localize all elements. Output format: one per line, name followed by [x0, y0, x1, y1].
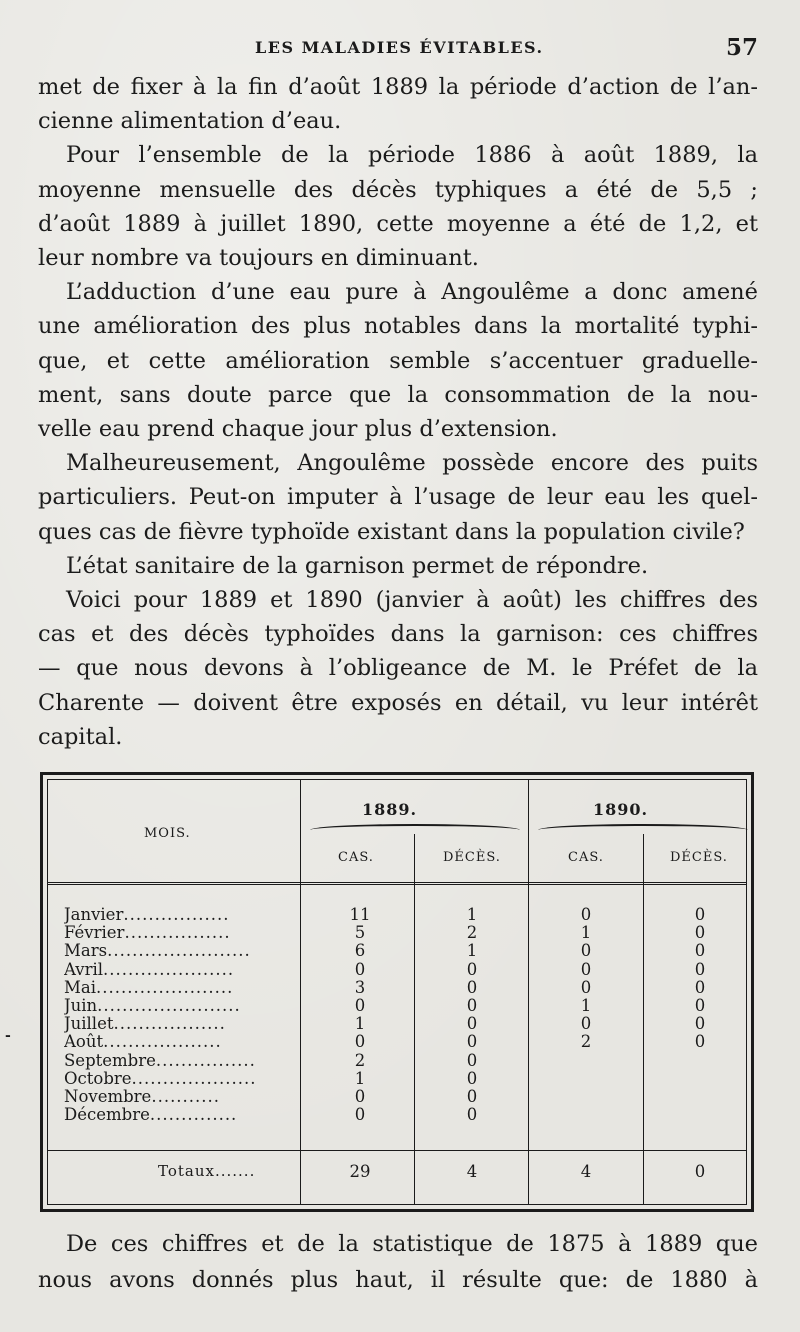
text-line: particuliers. Peut-on imputer à l’usage de leur eau les quel- [38, 484, 758, 511]
leader-dots: ................ [155, 1051, 256, 1070]
text-line: moyenne mensuelle des décès typhiques a été de 5,5 ; [38, 176, 758, 203]
leader-dots: .................... [131, 1069, 257, 1088]
column-divider [643, 834, 644, 1204]
leader-dots: .................. [113, 1015, 226, 1034]
month-name: Juillet [64, 1015, 114, 1034]
table-cell: 0 [466, 959, 478, 979]
leader-dots: ........... [151, 1087, 221, 1106]
text-line: nous avons donnés plus haut, il résulte que: de 1880 à [38, 1267, 758, 1293]
leader-dots: ................. [124, 924, 231, 943]
month-row [64, 906, 304, 924]
month-row [64, 924, 304, 942]
month-name: Janvier [64, 906, 124, 924]
table-cell: 0 [694, 959, 706, 979]
table-cell: 0 [694, 995, 706, 1015]
text-line: une amélioration des plus notables dans la mortalité typhi- [38, 313, 758, 340]
deces-1890-header: DÉCÈS. [670, 850, 728, 865]
table-cell: 0 [354, 1105, 366, 1125]
months-header: MOIS. [144, 826, 191, 841]
month-row [64, 1088, 304, 1106]
year-brace [538, 824, 748, 836]
table-cell: 2 [580, 1032, 592, 1052]
month-row [64, 1033, 304, 1051]
text-line: De ces chiffres et de la statistique de 1875 à 1889 que [66, 1231, 758, 1257]
table-cell: 1 [580, 923, 592, 943]
table-cell: 0 [694, 905, 706, 924]
year-brace [310, 824, 520, 836]
total-deces-1890: 0 [694, 1162, 706, 1181]
table-cell: 0 [580, 959, 592, 979]
leader-dots: .............. [149, 1106, 238, 1125]
text-line: L’adduction d’une eau pure à Angoulême a donc amené [66, 279, 758, 306]
text-line: Pour l’ensemble de la période 1886 à août 1889, la [66, 142, 758, 169]
table-cell: 0 [580, 977, 592, 997]
column-divider [414, 834, 415, 1204]
month-row [64, 1070, 304, 1088]
running-title: LES MALADIES ÉVITABLES. [255, 38, 544, 57]
month-name: Septembre [64, 1051, 156, 1070]
table-cell: 0 [580, 941, 592, 961]
month-name: Novembre [64, 1087, 152, 1106]
table-cell: 1 [354, 1014, 366, 1034]
table-cell: 3 [354, 977, 366, 997]
table-cell: 0 [694, 923, 706, 943]
month-row [64, 1015, 304, 1033]
leader-dots: ....... [214, 1162, 256, 1180]
cas-1890-column [566, 906, 606, 1052]
text-line: Malheureusement, Angoulême possède encore des puits [66, 450, 758, 477]
leader-dots: ................... [103, 1033, 222, 1052]
running-head [0, 34, 800, 64]
garrison-table [40, 772, 754, 1212]
month-row [64, 997, 304, 1015]
table-cell: 0 [694, 1032, 706, 1052]
month-row [64, 942, 304, 960]
deces-1889-header: DÉCÈS. [443, 850, 501, 865]
table-cell: 0 [466, 1105, 478, 1125]
total-cas-1889: 29 [349, 1162, 371, 1181]
month-row [64, 961, 304, 979]
cas-1889-column [340, 906, 380, 1124]
table-cell: 1 [466, 941, 478, 961]
text-line: cas et des décès typhoïdes dans la garnison: ces chiffres [38, 621, 758, 648]
leader-dots: ....................... [107, 942, 251, 961]
table-cell: 0 [354, 1086, 366, 1106]
table-cell: 0 [466, 1050, 478, 1070]
table-cell: 0 [354, 959, 366, 979]
table-cell: 0 [466, 1032, 478, 1052]
text-line: — que nous devons à l’obligeance de M. le Préfet de la [38, 655, 758, 682]
table-cell: 1 [580, 995, 592, 1015]
table-cell: 0 [466, 977, 478, 997]
table-cell: 2 [354, 1050, 366, 1070]
body-text-continued [38, 1226, 758, 1298]
table-cell: 1 [354, 1068, 366, 1088]
table-cell: 0 [354, 995, 366, 1015]
text-line: que, et cette amélioration semble s’accentuer graduelle- [38, 347, 758, 374]
text-line: met de fixer à la fin d’août 1889 la période d’action de l’an- [38, 74, 758, 100]
table-cell: 0 [354, 1032, 366, 1052]
text-line: L’état sanitaire de la garnison permet de répondre. [66, 552, 649, 579]
column-divider [528, 780, 529, 1204]
header-rule [48, 882, 746, 885]
month-name: Août [64, 1033, 104, 1052]
table-cell: 0 [466, 1086, 478, 1106]
text-line: leur nombre va toujours en diminuant. [38, 245, 479, 272]
table-cell: 0 [694, 1014, 706, 1034]
leader-dots: ..................... [103, 960, 235, 979]
table-cell: 0 [694, 941, 706, 961]
month-row [64, 1052, 304, 1070]
page-number: 57 [725, 34, 758, 61]
year-1889-header: 1889. [362, 800, 418, 819]
table-cell: 0 [580, 1014, 592, 1034]
table-cell: 6 [354, 941, 366, 961]
text-line: Charente — doivent être exposés en détail, vu leur intérêt [38, 689, 758, 716]
deces-1889-column [452, 906, 492, 1124]
month-name: Février [64, 924, 125, 943]
cas-1890-header: CAS. [568, 850, 604, 865]
text-line: ment, sans doute parce que la consommation de la nou- [38, 381, 758, 408]
table-cell: 11 [349, 905, 371, 924]
leader-dots: ................. [123, 906, 230, 924]
month-name: Mai [64, 978, 97, 997]
deces-1890-column [680, 906, 720, 1052]
month-name: Avril [64, 960, 104, 979]
table-inner-frame [47, 779, 747, 1205]
totals-rule [48, 1150, 746, 1151]
text-line: cienne alimentation d’eau. [38, 108, 342, 135]
totals-row [48, 1162, 746, 1188]
table-cell: 0 [466, 1068, 478, 1088]
total-cas-1890: 4 [580, 1162, 592, 1181]
text-line: d’août 1889 à juillet 1890, cette moyenne a été de 1,2, et [38, 210, 758, 237]
text-line: velle eau prend chaque jour plus d’extension. [38, 416, 558, 443]
table-cell: 0 [694, 977, 706, 997]
totals-label [158, 1162, 255, 1180]
month-row [64, 979, 304, 997]
month-name: Octobre [64, 1069, 132, 1088]
table-cell: 1 [466, 905, 478, 924]
month-row [64, 1106, 304, 1124]
table-cell: 0 [466, 1014, 478, 1034]
leader-dots: ...................... [96, 978, 234, 997]
leader-dots: ....................... [97, 996, 241, 1015]
text-line: ques cas de fièvre typhoïde existant dans la population civile? [38, 518, 745, 545]
total-deces-1889: 4 [466, 1162, 478, 1181]
month-name: Juin [64, 996, 98, 1015]
year-1890-header: 1890. [593, 800, 649, 819]
table-cell: 5 [354, 923, 366, 943]
table-cell: 0 [466, 995, 478, 1015]
cas-1889-header: CAS. [338, 850, 374, 865]
month-name: Mars [64, 942, 108, 961]
margin-mark: - [5, 1028, 11, 1044]
month-name: Décembre [64, 1106, 150, 1125]
table-cell: 0 [580, 905, 592, 924]
table-cell: 2 [466, 923, 478, 943]
month-column [64, 906, 304, 1124]
text-line: capital. [38, 723, 123, 750]
totals-label-text: Totaux [158, 1162, 215, 1180]
body-text [38, 70, 758, 754]
text-line: Voici pour 1889 et 1890 (janvier à août) les chiffres des [66, 587, 758, 614]
